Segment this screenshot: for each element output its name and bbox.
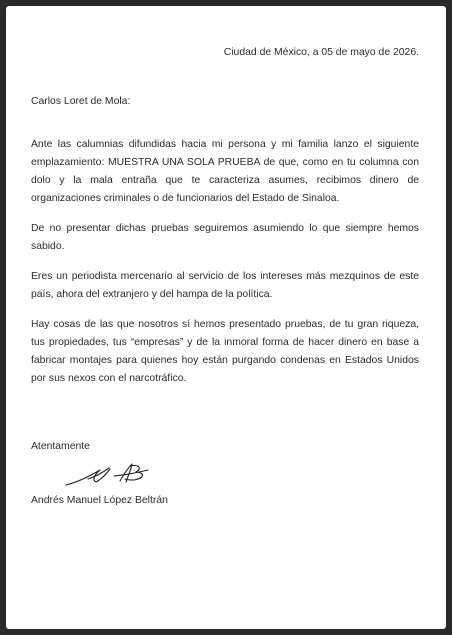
letter-page [6, 6, 446, 629]
signer-name: Andrés Manuel López Beltrán [31, 495, 168, 506]
paragraph-no-evidence: De no presentar dichas pruebas seguiremos asumiendo lo que siempre hemos sabido. [31, 223, 419, 252]
paragraph-mercenary: Eres un periodista mercenario al servicio de los intereses más mezquinos de este país, ahora del extranjero y del hampa de la política. [31, 271, 419, 300]
paragraph-ultimatum: Ante las calumnias difundidas hacia mi persona y mi familia lanzo el siguiente emplazamiento: MUESTRA UNA SOLA PRUEBA de que, como en tu columna con dolo y la mala entraña que te caracteriza asumes, recibimos dinero de organizaciones criminales o de funcionarios del Estado de Sinaloa. [31, 139, 419, 204]
closing-line: Atentamente [31, 441, 90, 452]
handwritten-signature [64, 458, 156, 492]
salutation: Carlos Loret de Mola: [31, 96, 131, 107]
date-line: Ciudad de México, a 05 de mayo de 2026. [223, 47, 419, 58]
paragraph-evidence-presented: Hay cosas de las que nosotros sí hemos presentado pruebas, de tu gran riqueza, tus propiedades, tus “empresas” y de la inmoral forma de hacer dinero en base a fabricar montajes para quienes hoy están purgando condenas en Estados Unidos por sus nexos con el narcotráfico. [31, 319, 419, 384]
